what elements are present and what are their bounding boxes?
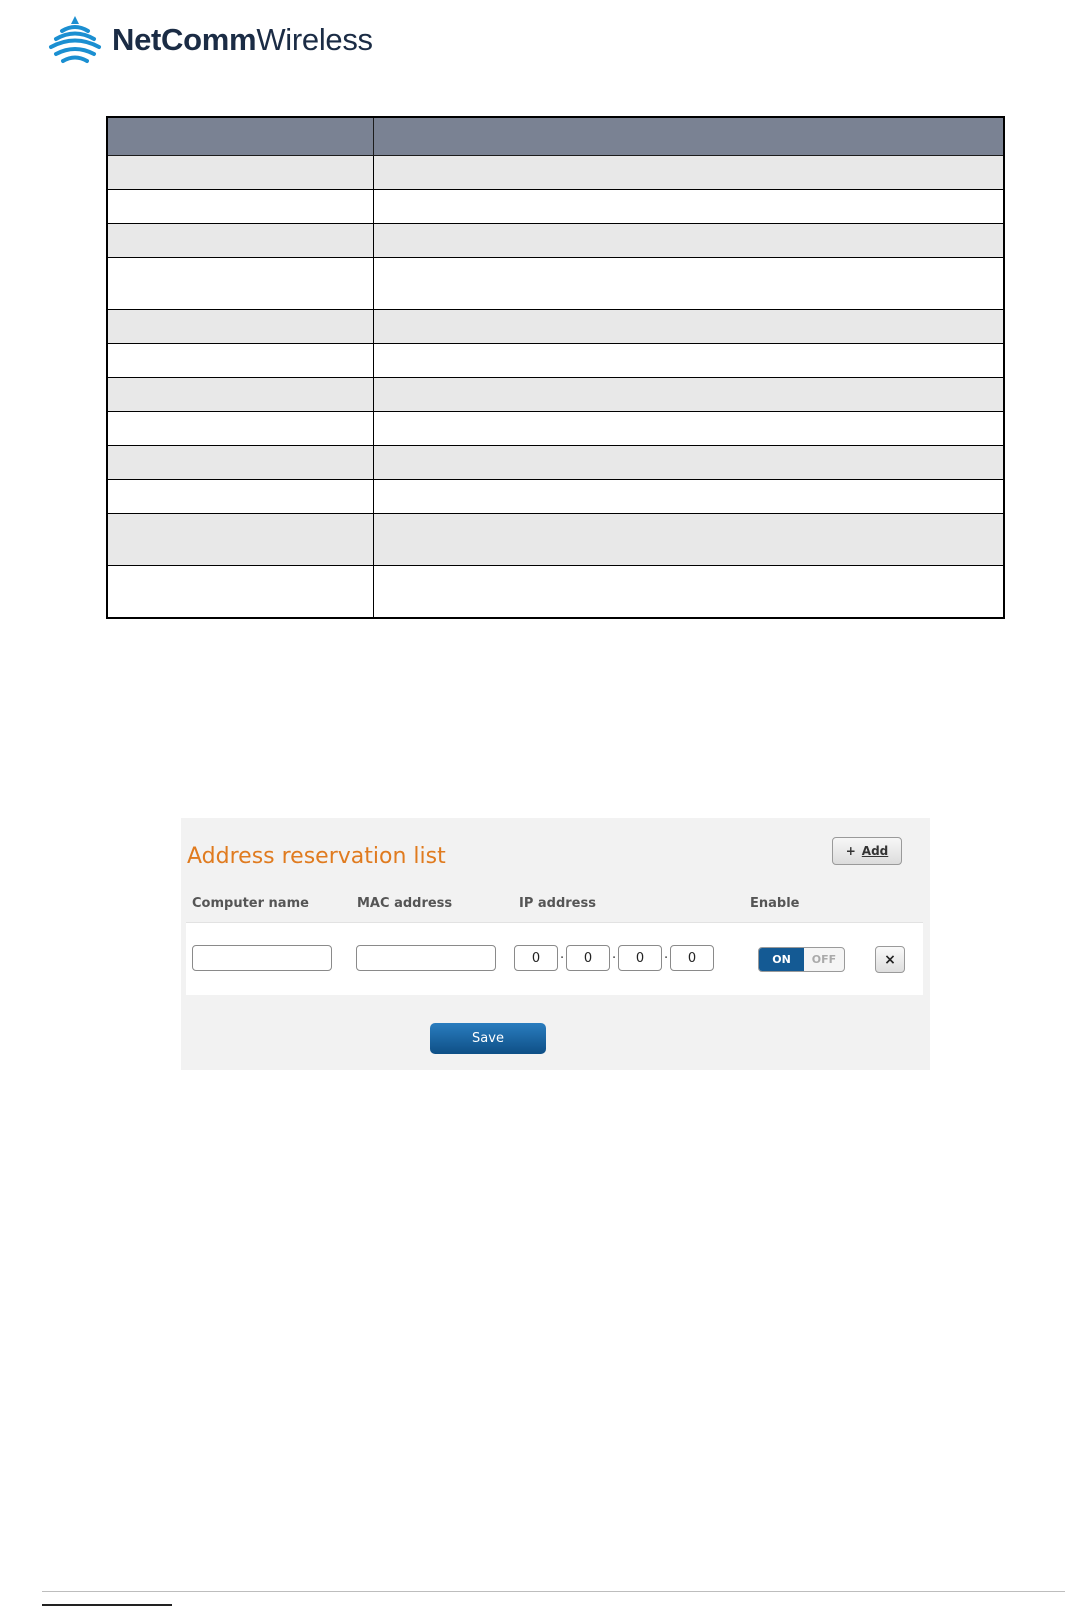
close-icon: × <box>884 951 896 968</box>
table-row <box>107 566 1004 619</box>
table-row <box>107 156 1004 190</box>
save-button[interactable]: Save <box>430 1023 546 1054</box>
table-cell <box>374 258 1005 310</box>
column-header-computer-name: Computer name <box>192 896 309 911</box>
table-row <box>107 446 1004 480</box>
table-cell <box>107 224 374 258</box>
netcomm-logo <box>48 14 373 66</box>
add-button[interactable] <box>832 837 902 865</box>
ip-octet-1-input[interactable]: 0 <box>514 945 558 971</box>
computer-name-input[interactable] <box>192 945 332 971</box>
table-cell <box>107 378 374 412</box>
table-row <box>107 378 1004 412</box>
table-cell <box>374 344 1005 378</box>
table-row <box>107 258 1004 310</box>
footer-stub-line <box>42 1604 172 1606</box>
address-reservation-panel <box>181 818 930 1070</box>
table-cell <box>374 378 1005 412</box>
wifi-pyramid-icon <box>48 14 102 66</box>
table-cell <box>107 190 374 224</box>
column-header-ip-address: IP address <box>519 896 596 911</box>
table-cell <box>374 446 1005 480</box>
table-cell <box>374 156 1005 190</box>
table-row <box>107 480 1004 514</box>
table-row <box>107 412 1004 446</box>
table-cell <box>374 480 1005 514</box>
ip-octet-3-input[interactable]: 0 <box>618 945 662 971</box>
table-cell <box>107 480 374 514</box>
ip-separator: · <box>612 951 617 966</box>
table-row <box>107 344 1004 378</box>
table-cell <box>107 514 374 566</box>
table-header-cell <box>107 117 374 156</box>
column-header-enable: Enable <box>750 896 800 911</box>
table-cell <box>107 412 374 446</box>
table-cell <box>374 224 1005 258</box>
table-cell <box>107 446 374 480</box>
delete-row-button[interactable] <box>875 946 905 973</box>
table-header-cell <box>374 117 1005 156</box>
plus-icon: + <box>845 844 856 858</box>
reservation-row <box>186 922 923 995</box>
footer-divider <box>42 1591 1065 1592</box>
logo-brand-light: Wireless <box>256 22 373 57</box>
table-cell <box>107 344 374 378</box>
logo-brand-bold: NetComm <box>112 22 257 57</box>
toggle-on-label: ON <box>759 948 804 971</box>
ip-octet-4-input[interactable]: 0 <box>670 945 714 971</box>
table-cell <box>107 156 374 190</box>
column-header-mac-address: MAC address <box>357 896 453 911</box>
table-row <box>107 190 1004 224</box>
table-cell <box>107 566 374 619</box>
enable-toggle[interactable] <box>758 947 845 972</box>
table-row <box>107 310 1004 344</box>
table-row <box>107 514 1004 566</box>
toggle-off-label: OFF <box>811 953 837 966</box>
table-row <box>107 224 1004 258</box>
table-cell <box>374 514 1005 566</box>
ip-separator: · <box>664 951 669 966</box>
table-cell <box>107 258 374 310</box>
mac-address-input[interactable] <box>356 945 496 971</box>
ip-separator: · <box>560 951 565 966</box>
ip-octet-2-input[interactable]: 0 <box>566 945 610 971</box>
table-cell <box>374 566 1005 619</box>
panel-title: Address reservation list <box>187 844 446 869</box>
table-header-row <box>107 117 1004 156</box>
table-cell <box>374 310 1005 344</box>
table-cell <box>107 310 374 344</box>
parameter-table <box>106 116 1005 619</box>
table-cell <box>374 190 1005 224</box>
table-cell <box>374 412 1005 446</box>
logo-text <box>112 22 373 58</box>
add-button-label: Add <box>861 844 889 858</box>
table-body <box>107 156 1004 619</box>
